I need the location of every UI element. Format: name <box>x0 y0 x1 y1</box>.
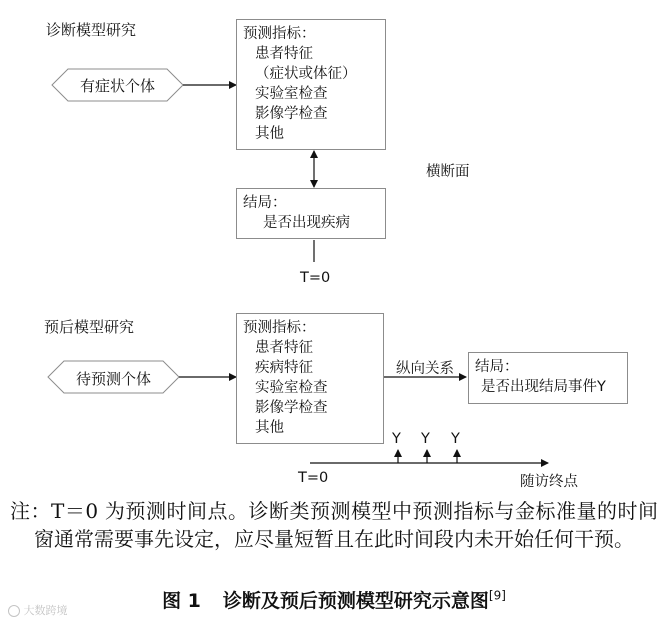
diagnostic-predictor-item: 影像学检查 <box>255 106 328 122</box>
prognostic-predictor-item: 实验室检查 <box>255 380 328 396</box>
prognostic-predictor-item: 疾病特征 <box>255 360 313 376</box>
diagnostic-time-label: T=0 <box>300 270 331 286</box>
figure-reference: [9] <box>488 588 506 603</box>
longitudinal-relation-label: 纵向关系 <box>396 361 454 377</box>
watermark-text: 大数跨境 <box>23 604 68 617</box>
prognostic-predictor-item: 其他 <box>255 420 284 436</box>
prognostic-time-start-label: T=0 <box>298 470 329 486</box>
diagnostic-section-title: 诊断模型研究 <box>46 21 137 39</box>
diagnostic-predictors-title: 预测指标： <box>243 26 316 42</box>
prognostic-predictors-box <box>236 313 384 444</box>
prognostic-outcome-text: 是否出现结局事件Y <box>481 379 606 395</box>
prognostic-section-title: 预后模型研究 <box>44 318 135 336</box>
figure-note: 注：T＝0 为预测时间点。诊断类预测模型中预测指标与金标准量的时间窗通常需要事先设定，应尽量短暂且在此时间段内未开始任何干预。 <box>10 499 658 551</box>
diagnostic-predictor-item: 患者特征 <box>255 46 313 62</box>
diagnostic-predictor-item: （症状或体征） <box>255 66 357 82</box>
prognostic-predictors-title: 预测指标： <box>243 320 316 336</box>
watermark-icon <box>8 605 20 617</box>
prognostic-outcome-box <box>468 352 628 404</box>
event-marker-label: Y <box>451 431 460 447</box>
watermark <box>8 602 68 618</box>
diagnostic-predictor-item: 实验室检查 <box>255 86 328 102</box>
figure-caption <box>0 586 668 613</box>
event-marker-label: Y <box>392 431 401 447</box>
figure-title: 诊断及预后预测模型研究示意图 <box>222 590 489 612</box>
figure-number: 图 1 <box>162 590 201 612</box>
prognostic-outcome-title: 结局： <box>475 359 519 375</box>
follow-up-end-label: 随访终点 <box>520 474 578 490</box>
prognostic-predictor-item: 影像学检查 <box>255 400 328 416</box>
prognostic-predictor-item: 患者特征 <box>255 340 313 356</box>
prognostic-individual-label: 待预测个体 <box>75 370 151 388</box>
diagnostic-predictor-item: 其他 <box>255 126 284 142</box>
cross-sectional-label: 横断面 <box>426 164 470 180</box>
diagnostic-outcome-text: 是否出现疾病 <box>263 215 350 231</box>
event-marker-label: Y <box>421 431 430 447</box>
diagnostic-outcome-title: 结局： <box>243 195 287 211</box>
diagnostic-individual-label: 有症状个体 <box>79 77 155 95</box>
diagnostic-outcome-box <box>236 188 386 239</box>
diagnostic-predictors-box <box>236 19 386 150</box>
